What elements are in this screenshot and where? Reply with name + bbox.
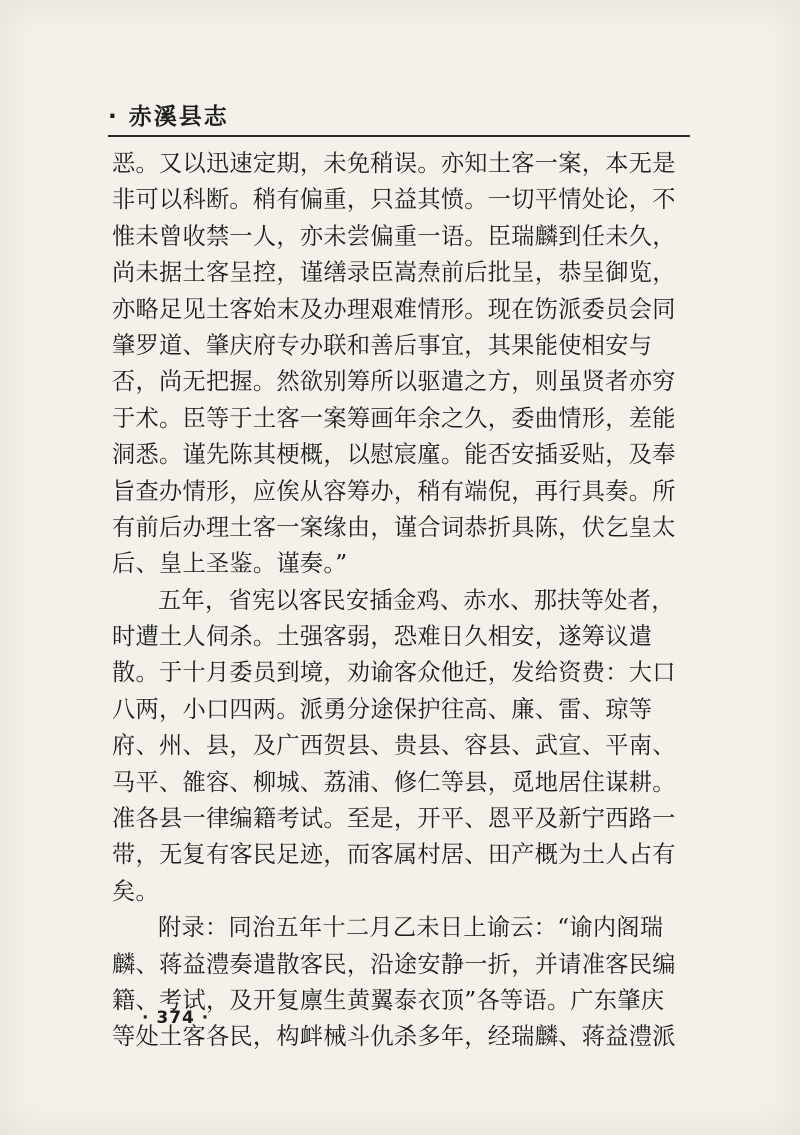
header-rule <box>108 135 690 137</box>
text-line: 后、皇上圣鉴。谨奏。” <box>112 550 348 578</box>
text-line: 洞悉。谨先陈其梗概，以慰宸廑。能否安插妥贴，及奉 <box>112 441 676 469</box>
text-line: 籍、考试，及开复廪生黄翼泰衣顶”各等语。广东肇庆 <box>112 986 665 1014</box>
text-line: 八两，小口四两。派勇分途保护往高、廉、雷、琼等 <box>112 695 653 723</box>
text-line: 旨查办情形，应俟从容筹办，稍有端倪，再行具奏。所 <box>112 477 676 505</box>
page-number: · 374 · <box>142 1008 210 1028</box>
text-line: 非可以科断。稍有偏重，只益其愤。一切平情处论，不 <box>112 186 676 214</box>
text-line: 矣。 <box>112 877 159 905</box>
text-line: 麟、蒋益澧奏遣散客民，沿途安静一折，并请准客民编 <box>112 950 676 978</box>
text-line: 准各县一律编籍考试。至是，开平、恩平及新宁西路一 <box>112 805 676 833</box>
text-line: 恶。又以迅速定期，未免稍误。亦知土客一案，本无是 <box>112 150 676 177</box>
text-line: 于术。臣等于土客一案筹画年余之久，委曲情形，差能 <box>112 404 676 432</box>
text-line: 尚未据土客呈控，谨缮录臣嵩焘前后批呈，恭呈御览， <box>112 259 676 287</box>
body-text <box>112 146 690 1056</box>
text-line: 时遭土人伺杀。土强客弱，恐难日久相安，遂筹议遣 <box>112 623 653 651</box>
text-line: 肇罗道、肇庆府专办联和善后事宜，其果能使相安与 <box>112 331 653 359</box>
paragraph-start-line: 五年，省宪以客民安插金鸡、赤水、那扶等处者， <box>158 586 675 614</box>
book-title: · 赤溪县志 <box>108 104 229 130</box>
text-line: 马平、雒容、柳城、荔浦、修仁等县，觅地居住谋耕。 <box>112 768 676 796</box>
running-header <box>108 102 690 136</box>
text-line: 带，无复有客民足迹，而客属村居、田产概为土人占有 <box>112 841 676 869</box>
text-line: 等处土客各民，构衅械斗仇杀多年，经瑞麟、蒋益澧派 <box>112 1023 676 1051</box>
text-line: 散。于十月委员到境，劝谕客众他迁，发给资费：大口 <box>112 659 676 687</box>
text-line: 惟未曾收禁一人，亦未尝偏重一语。臣瑞麟到任未久， <box>112 222 676 250</box>
text-line: 府、州、县，及广西贺县、贵县、容县、武宣、平南、 <box>112 732 676 760</box>
text-line: 否，尚无把握。然欲别筹所以驱遣之方，则虽贤者亦穷 <box>112 368 676 396</box>
text-line: 有前后办理土客一案缘由，谨合词恭折具陈，伏乞皇太 <box>112 513 676 541</box>
text-line: 亦略足见土客始末及办理艰难情形。现在饬派委员会同 <box>112 295 676 323</box>
paragraph-start-line: 附录：同治五年十二月乙未日上谕云：“谕内阁瑞 <box>158 914 664 942</box>
